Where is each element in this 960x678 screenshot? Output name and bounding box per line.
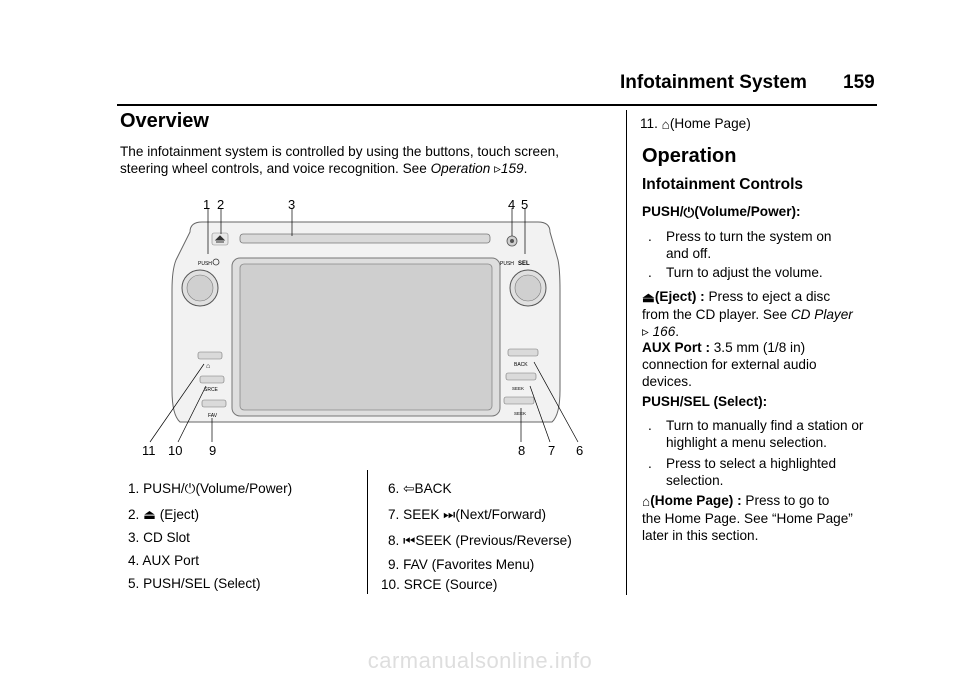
srce-button: [200, 376, 224, 383]
label-srce: SRCE: [204, 387, 218, 393]
callout-4: 4: [508, 197, 516, 212]
watermark: carmanualsonline.info: [367, 648, 593, 673]
legend-item-3: 3. CD Slot: [128, 530, 190, 545]
label-push-right: PUSH: [500, 261, 514, 267]
page-ref-icon-2: ▹: [642, 323, 649, 339]
legend-item-6: 6. ⇦BACK: [388, 481, 452, 497]
seek-prev-button: [504, 397, 534, 404]
push-bullet-2: . Turn to adjust the volume.: [648, 265, 823, 280]
cd-slot: [240, 234, 490, 243]
seek-next-button: [506, 373, 536, 380]
callout-6: 6: [576, 443, 584, 458]
operation-heading: Operation: [642, 145, 737, 167]
legend-item-1: 1. PUSH/⏻(Volume/Power): [128, 481, 293, 497]
label-fav: FAV: [208, 413, 218, 419]
overview-ref-page: 159: [500, 161, 524, 176]
label-seek: SEEK: [512, 386, 525, 391]
seek-prev-icon: ⏮: [403, 533, 416, 549]
back-icon: ⇦: [403, 481, 415, 497]
legend-item-4: 4. AUX Port: [128, 553, 200, 568]
callout-10: 10: [168, 443, 183, 458]
label-sel: SEL: [518, 261, 530, 267]
aux-paragraph: AUX Port : 3.5 mm (1/8 in) connection for external audio devices.: [642, 340, 817, 389]
sel-bullet-1: . Turn to manually find a station or highlight a menu selection.: [648, 418, 864, 450]
callout-9: 9: [209, 443, 217, 458]
sel-label: PUSH/SEL (Select):: [642, 394, 768, 409]
legend-item-8: 8. ⏮SEEK (Previous/Reverse): [388, 533, 572, 549]
header-rule: [117, 104, 877, 106]
seek-next-icon: ⏭: [443, 507, 456, 523]
eject-paragraph: ⏏(Eject) : Press to eject a disc from the CD player. See CD Player ▹ 166.: [642, 289, 853, 339]
home-icon: ⌂: [661, 116, 670, 132]
legend-item-9: 9. FAV (Favorites Menu): [388, 557, 535, 572]
overview-heading: Overview: [120, 110, 209, 132]
svg-text:⌂: ⌂: [206, 363, 211, 370]
page-number: 159: [843, 72, 875, 93]
overview-paragraph: The infotainment system is controlled by using the buttons, touch screen, steering wheel controls, and voice recognition. See Operation ▹159.: [120, 144, 560, 176]
back-button: [508, 349, 538, 356]
column-divider-2: [626, 110, 627, 595]
legend-item-2: 2. ⏏ (Eject): [128, 507, 200, 523]
fav-button: [202, 400, 226, 407]
sel-bullet-2: . Press to select a highlighted selection.: [648, 456, 837, 488]
legend-item-11: 11. ⌂(Home Page): [640, 116, 751, 132]
eject-icon-2: ⏏: [642, 289, 655, 305]
callout-3: 3: [288, 197, 296, 212]
callout-7: 7: [548, 443, 556, 458]
power-icon: ⏻: [184, 481, 196, 497]
column-divider-1: [367, 470, 368, 594]
header-title: Infotainment System: [620, 72, 807, 93]
callout-11: 11: [142, 443, 156, 458]
radio-diagram: [120, 190, 610, 465]
legend-item-5: 5. PUSH/SEL (Select): [128, 576, 261, 591]
legend-item-10: 10. SRCE (Source): [381, 577, 498, 592]
page-ref-icon: ▹: [494, 161, 501, 176]
home-icon-2: ⌂: [642, 493, 651, 509]
eject-icon: ⏏: [143, 507, 156, 523]
overview-ref-title: Operation: [430, 161, 491, 176]
callout-1: 1: [203, 197, 211, 212]
label-back: BACK: [514, 362, 528, 368]
label-seek-2: SEEK: [514, 411, 527, 416]
push-bullet-1: . Press to turn the system on and off.: [648, 229, 832, 261]
push-label: PUSH/⏻(Volume/Power):: [642, 204, 801, 220]
power-icon-2: ⏻: [683, 204, 695, 220]
controls-heading: Infotainment Controls: [642, 176, 804, 193]
callout-2: 2: [217, 197, 225, 212]
callout-8: 8: [518, 443, 526, 458]
callout-5: 5: [521, 197, 529, 212]
legend-item-7: 7. SEEK ⏭(Next/Forward): [388, 507, 547, 523]
label-push-left: PUSH: [198, 261, 212, 267]
home-button: [198, 352, 222, 359]
touch-screen: [240, 264, 492, 410]
home-paragraph: ⌂(Home Page) : Press to go to the Home Page. See “Home Page” later in this section.: [642, 493, 853, 543]
